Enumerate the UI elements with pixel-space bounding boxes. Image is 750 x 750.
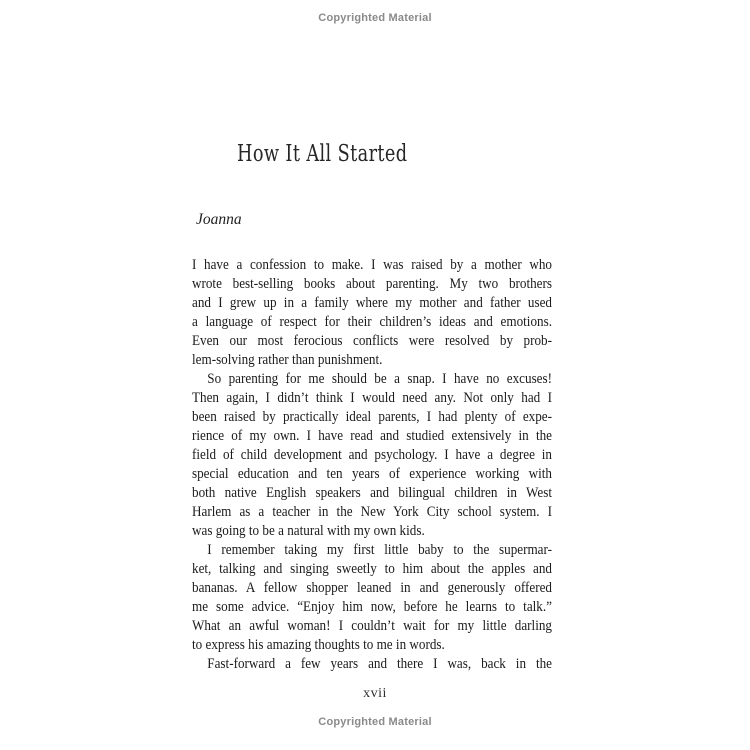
text-line: Then again, I didn’t think I would need any. Not only had I [192,390,552,406]
text-line: me some advice. “Enjoy him now, before he learns to talk.” [192,599,552,615]
text-line: a language of respect for their children’s ideas and emotions. [192,314,552,330]
text-line: rience of my own. I have read and studied extensively in the [192,428,552,444]
text-line: both native English speakers and bilingual children in West [192,485,552,501]
text-line: Fast-forward a few years and there I was, back in the [207,656,553,672]
page-number: xvii [363,686,387,701]
text-line: special education and ten years of experience working with [192,466,552,482]
text-line: Even our most ferocious conflicts were resolved by prob- [192,333,552,349]
paragraph [192,256,552,370]
copyright-notice-top: Copyrighted Material [318,12,432,24]
chapter-byline: Joanna [196,211,242,228]
text-line: I have a confession to make. I was raised by a mother who [192,257,552,273]
text-line: and I grew up in a family where my mother and father used [192,295,552,311]
text-line: been raised by practically ideal parents, I had plenty of expe- [192,409,552,425]
paragraph [192,541,552,655]
text-line: So parenting for me should be a snap. I have no excuses! [207,371,553,387]
text-line: bananas. A fellow shopper leaned in and generously offered [192,580,552,596]
paragraph [192,370,552,541]
text-line: ket, talking and singing sweetly to him about the apples and [192,561,552,577]
text-line: was going to be a natural with my own kids. [192,523,425,539]
text-line: to express his amazing thoughts to me in words. [192,637,445,653]
body-text [192,256,552,674]
text-line: lem-solving rather than punishment. [192,352,383,368]
text-line: Harlem as a teacher in the New York City school system. I [192,504,552,520]
paragraph [192,655,552,674]
text-line: field of child development and psychology. I have a degree in [192,447,552,463]
text-line: wrote best-selling books about parenting. My two brothers [192,276,552,292]
text-line: I remember taking my first little baby to the supermar- [207,542,553,558]
copyright-notice-bottom: Copyrighted Material [318,716,432,728]
text-line: What an awful woman! I couldn’t wait for my little darling [192,618,552,634]
chapter-title: How It All Started [237,141,408,167]
